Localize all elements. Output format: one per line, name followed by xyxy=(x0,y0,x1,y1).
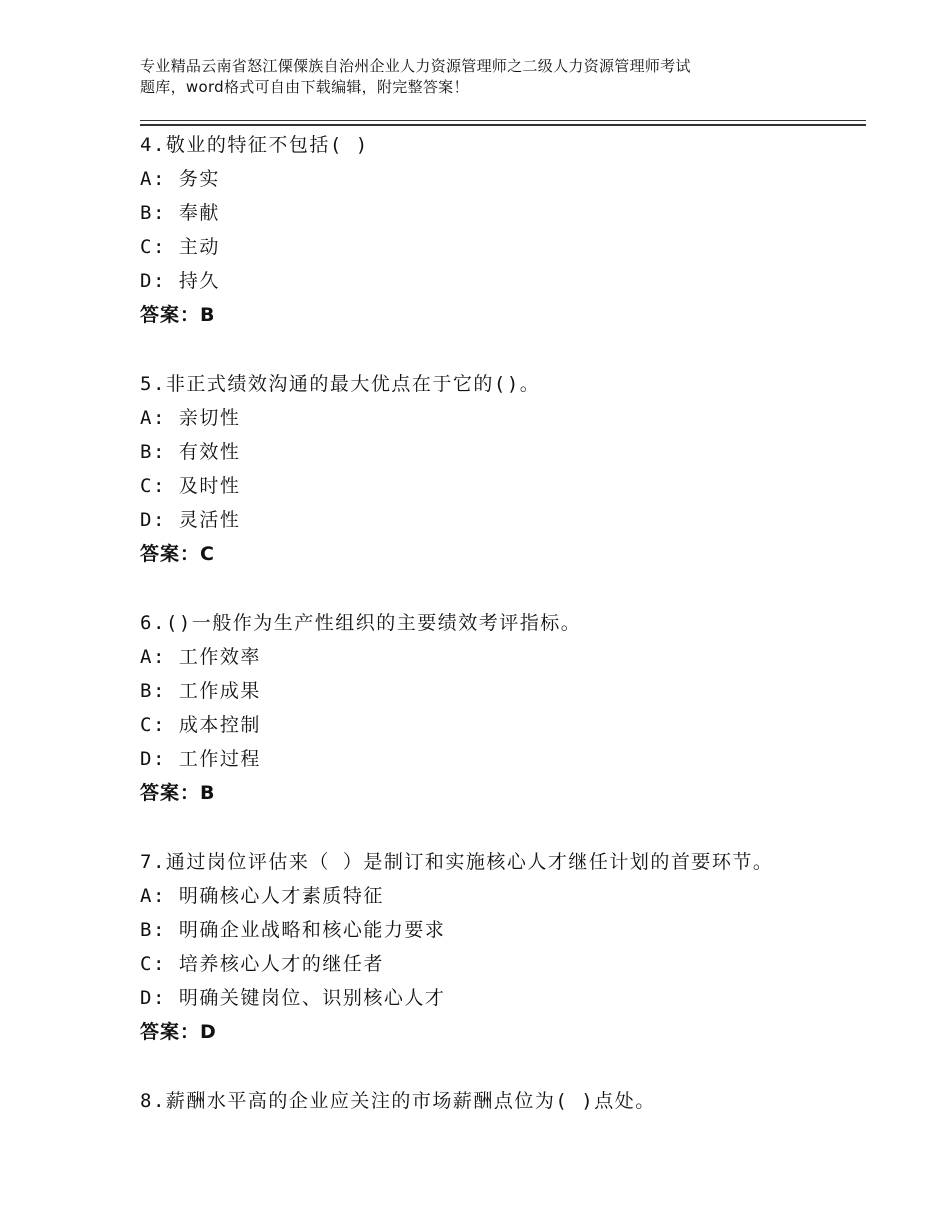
question-text: 6.()一般作为生产性组织的主要绩效考评指标。 xyxy=(140,612,582,634)
option-c: C: 培养核心人才的继任者 xyxy=(140,953,384,975)
answer: 答案：B xyxy=(140,304,216,326)
option-c: C: 及时性 xyxy=(140,475,241,497)
question-8 xyxy=(140,1084,860,1118)
question-text: 8.薪酬水平高的企业应关注的市场薪酬点位为( )点处。 xyxy=(140,1090,656,1112)
option-a: A: 亲切性 xyxy=(140,407,241,429)
option-c: C: 主动 xyxy=(140,236,220,258)
question-4 xyxy=(140,128,860,332)
question-spacer xyxy=(140,1049,860,1084)
answer: 答案：D xyxy=(140,1021,217,1043)
option-b: B: 明确企业战略和核心能力要求 xyxy=(140,919,446,941)
option-b: B: 工作成果 xyxy=(140,680,261,702)
question-text: 7.通过岗位评估来（ ）是制订和实施核心人才继任计划的首要环节。 xyxy=(140,851,774,873)
answer: 答案：C xyxy=(140,543,215,565)
question-text: 4.敬业的特征不包括( ) xyxy=(140,134,369,156)
question-6 xyxy=(140,606,860,810)
option-a: A: 务实 xyxy=(140,168,220,190)
option-d: D: 持久 xyxy=(140,270,220,292)
answer: 答案：B xyxy=(140,782,216,804)
question-7 xyxy=(140,845,860,1049)
document-header xyxy=(140,56,840,98)
option-b: B: 奉献 xyxy=(140,202,220,224)
option-d: D: 工作过程 xyxy=(140,748,261,770)
question-text: 5.非正式绩效沟通的最大优点在于它的()。 xyxy=(140,373,541,395)
question-5 xyxy=(140,367,860,571)
option-b: B: 有效性 xyxy=(140,441,241,463)
option-a: A: 明确核心人才素质特征 xyxy=(140,885,384,907)
question-spacer xyxy=(140,332,860,367)
header-line-1: 专业精品云南省怒江傈僳族自治州企业人力资源管理师之二级人力资源管理师考试 xyxy=(140,57,691,75)
option-d: D: 灵活性 xyxy=(140,509,241,531)
header-line-2: 题库，word格式可自由下载编辑，附完整答案！ xyxy=(140,78,469,96)
question-spacer xyxy=(140,571,860,606)
option-d: D: 明确关键岗位、识别核心人才 xyxy=(140,987,446,1009)
header-divider xyxy=(140,120,866,126)
question-list xyxy=(140,128,860,1118)
question-spacer xyxy=(140,810,860,845)
option-a: A: 工作效率 xyxy=(140,646,261,668)
option-c: C: 成本控制 xyxy=(140,714,261,736)
